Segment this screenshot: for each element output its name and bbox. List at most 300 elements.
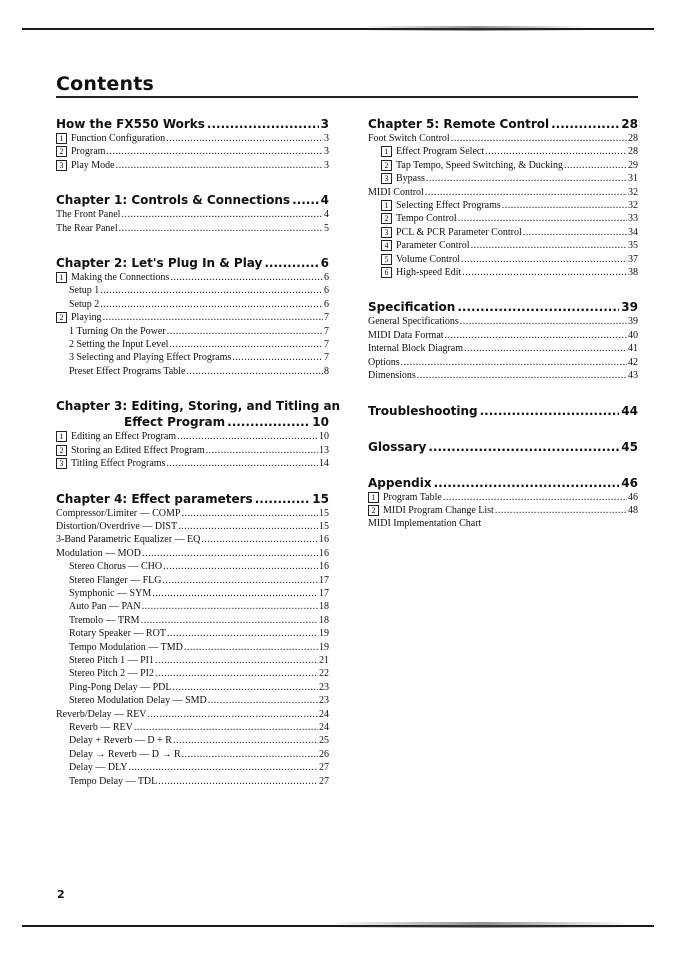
chapter-title: Chapter 1: Controls & Connections xyxy=(56,193,291,208)
dot-leader xyxy=(471,239,627,252)
entry-label xyxy=(56,222,118,235)
toc-entry[interactable] xyxy=(56,708,329,721)
entry-label xyxy=(381,145,484,158)
entry-title: Internal Block Diagram xyxy=(368,343,463,355)
entry-title: Stereo Modulation Delay — SMD xyxy=(69,695,207,707)
dot-leader xyxy=(142,547,318,560)
toc-entry[interactable] xyxy=(56,587,329,600)
dot-leader xyxy=(100,284,323,297)
chapter-page-number: 3 xyxy=(320,117,329,131)
dot-leader xyxy=(207,116,319,132)
entry-label xyxy=(69,721,133,734)
section-number-box: 1 xyxy=(56,431,67,442)
toc-entry[interactable] xyxy=(56,298,329,311)
section-number-box: 3 xyxy=(381,227,392,238)
dot-leader xyxy=(460,315,627,328)
entry-title: MIDI Data Format xyxy=(368,329,444,341)
dot-leader xyxy=(166,132,323,145)
entry-page-number: 23 xyxy=(319,695,329,707)
dot-leader xyxy=(169,338,323,351)
entry-label xyxy=(381,266,461,279)
chapter-title: Chapter 2: Let's Plug In & Play xyxy=(56,256,263,271)
entry-label xyxy=(56,457,165,470)
dot-leader xyxy=(425,186,627,199)
entry-page-number: 3 xyxy=(324,146,329,158)
entry-title: Bypass xyxy=(396,173,425,185)
entry-page-number: 22 xyxy=(319,668,329,680)
entry-title: Reverb/Delay — REV xyxy=(56,708,147,720)
dot-leader xyxy=(462,266,627,279)
dot-leader xyxy=(502,199,627,212)
toc-chapter xyxy=(56,398,341,470)
entry-title: Play Mode xyxy=(71,159,115,171)
entry-page-number: 46 xyxy=(628,491,638,503)
entry-title: Function Configuration xyxy=(71,133,166,144)
chapter-spacer xyxy=(56,172,329,192)
entry-label xyxy=(69,325,166,338)
entry-page-number: 4 xyxy=(324,209,329,221)
toc-left-column xyxy=(56,116,341,788)
toc-entry[interactable] xyxy=(368,253,638,266)
toc-entry[interactable] xyxy=(368,329,638,342)
entry-title: General Specifications xyxy=(368,316,459,328)
entry-title: The Rear Panel xyxy=(56,222,118,234)
entry-label xyxy=(69,614,140,627)
dot-leader xyxy=(461,253,627,266)
dot-leader xyxy=(178,520,318,533)
entry-page-number: 19 xyxy=(319,641,329,653)
chapter-spacer xyxy=(368,455,638,475)
entry-page-number: 48 xyxy=(628,504,638,516)
toc-entry[interactable] xyxy=(368,145,638,158)
toc-entry[interactable] xyxy=(56,311,329,324)
entry-label xyxy=(69,681,172,694)
dot-leader xyxy=(158,775,318,788)
toc-entry[interactable] xyxy=(56,271,329,284)
toc-entry[interactable] xyxy=(368,369,638,382)
entry-title: Stereo Pitch 2 — PI2 xyxy=(69,668,154,680)
entry-label xyxy=(56,311,102,324)
dot-leader xyxy=(457,299,619,315)
toc-chapter xyxy=(56,491,329,789)
entry-label xyxy=(69,284,99,297)
entry-page-number: 3 xyxy=(324,133,329,144)
entry-page-number: 32 xyxy=(628,186,638,198)
toc-entry[interactable] xyxy=(56,775,329,788)
chapter-heading[interactable] xyxy=(368,403,638,419)
entry-page-number: 18 xyxy=(319,601,329,613)
entry-title: Making the Connections xyxy=(71,272,170,284)
dot-leader xyxy=(170,271,323,284)
toc-entry[interactable] xyxy=(368,491,638,504)
chapter-page-number: 39 xyxy=(621,300,638,315)
dot-leader xyxy=(163,574,319,587)
entry-title: 1 Turning On the Power xyxy=(69,325,166,337)
dot-leader xyxy=(206,444,318,457)
entry-label xyxy=(56,520,177,533)
section-number-box: 1 xyxy=(381,146,392,157)
toc-entry[interactable] xyxy=(368,172,638,185)
toc-entry[interactable] xyxy=(368,266,638,279)
dot-leader xyxy=(134,721,318,734)
entry-label xyxy=(368,369,416,382)
toc-entry[interactable] xyxy=(56,132,329,145)
chapter-spacer xyxy=(56,471,329,491)
dot-leader xyxy=(181,507,318,520)
dot-leader xyxy=(155,667,318,680)
chapter-page-number: 6 xyxy=(320,256,329,271)
dot-leader xyxy=(106,145,323,158)
toc-entry[interactable] xyxy=(56,560,329,573)
entry-title: Stereo Flanger — FLG xyxy=(69,574,162,586)
entry-label xyxy=(69,627,166,640)
dot-leader xyxy=(264,255,318,271)
entry-title: Setup 1 xyxy=(69,285,100,297)
toc-entry[interactable] xyxy=(56,654,329,667)
dot-leader xyxy=(523,226,627,239)
chapter-page-number: 46 xyxy=(621,475,638,490)
entry-page-number: 28 xyxy=(628,133,638,144)
toc-entry[interactable] xyxy=(56,520,329,533)
entry-page-number: 7 xyxy=(324,325,329,337)
dot-leader xyxy=(152,587,318,600)
entry-page-number: 24 xyxy=(319,722,329,733)
toc-entry[interactable] xyxy=(56,721,329,734)
entry-label xyxy=(381,199,501,212)
chapter-heading[interactable] xyxy=(368,475,638,491)
chapter-page-number: 10 xyxy=(312,415,329,430)
entry-page-number: 23 xyxy=(319,681,329,693)
chapter-page-number: 45 xyxy=(621,439,638,454)
entry-page-number: 41 xyxy=(628,343,638,355)
entry-title: 3-Band Parametric Equalizer — EQ xyxy=(56,534,201,546)
chapter-heading[interactable] xyxy=(56,255,329,271)
entry-label xyxy=(368,504,494,517)
dot-leader xyxy=(443,491,627,504)
dot-leader xyxy=(173,681,319,694)
chapter-title-line2-row xyxy=(56,414,329,430)
dot-leader xyxy=(451,132,627,145)
entry-label xyxy=(56,444,205,457)
entry-page-number: 27 xyxy=(319,775,329,787)
entry-title: Compressor/Limiter — COMP xyxy=(56,507,181,519)
chapter-title: Appendix xyxy=(368,475,432,490)
dot-leader xyxy=(155,654,318,667)
page-number: 2 xyxy=(57,888,65,901)
section-number-box: 1 xyxy=(56,133,67,144)
entry-label xyxy=(69,761,127,774)
toc-entry[interactable] xyxy=(56,694,329,707)
entry-page-number: 24 xyxy=(319,708,329,720)
entry-title: High-speed Edit xyxy=(396,267,462,279)
dot-leader xyxy=(103,311,323,324)
entry-label xyxy=(381,226,522,239)
toc-entry[interactable] xyxy=(56,547,329,560)
chapter-spacer xyxy=(368,419,638,439)
toc-entry[interactable] xyxy=(56,627,329,640)
section-number-box: 3 xyxy=(381,173,392,184)
toc-entry[interactable] xyxy=(56,284,329,297)
entry-label xyxy=(368,491,442,504)
entry-label xyxy=(56,145,105,158)
entry-title: Editing an Effect Program xyxy=(71,431,177,443)
toc-entry[interactable] xyxy=(56,533,329,546)
section-number-box: 4 xyxy=(381,240,392,251)
entry-page-number: 10 xyxy=(319,431,329,443)
entry-label xyxy=(69,748,181,761)
section-number-box: 1 xyxy=(56,272,67,283)
dot-leader xyxy=(495,504,627,517)
section-number-box: 3 xyxy=(56,458,67,469)
section-number-box: 5 xyxy=(381,254,392,265)
toc-entry[interactable] xyxy=(368,212,638,225)
entry-title: Delay → Reverb — D → R xyxy=(69,748,181,760)
entry-label xyxy=(69,775,157,788)
entry-title: Effect Program Select xyxy=(396,146,485,158)
section-number-box: 2 xyxy=(56,445,67,456)
dot-leader xyxy=(227,414,310,430)
dot-leader xyxy=(167,627,318,640)
entry-label xyxy=(368,186,424,199)
toc-entry[interactable] xyxy=(56,159,329,172)
entry-title: MIDI Control xyxy=(368,186,424,198)
chapter-heading[interactable] xyxy=(56,398,341,430)
toc-entry[interactable] xyxy=(368,199,638,212)
entry-title: Delay + Reverb — D + R xyxy=(69,735,172,747)
chapter-title: Specification xyxy=(368,300,456,315)
toc-chapter xyxy=(368,439,638,455)
dot-leader xyxy=(142,600,318,613)
dot-leader xyxy=(166,457,318,470)
toc-entry[interactable] xyxy=(56,507,329,520)
toc-entry[interactable] xyxy=(56,457,329,470)
dot-leader xyxy=(186,365,323,378)
dot-leader xyxy=(232,351,323,364)
entry-title: Setup 2 xyxy=(69,298,100,310)
entry-label xyxy=(69,365,185,378)
dot-leader xyxy=(480,403,620,419)
entry-label xyxy=(381,253,460,266)
chapter-title: Glossary xyxy=(368,439,427,454)
entry-label xyxy=(56,708,147,721)
entry-title: Distortion/Overdrive — DIST xyxy=(56,520,178,532)
entry-title: Tremolo — TRM xyxy=(69,614,140,626)
entry-title: Tempo Modulation — TMD xyxy=(69,641,183,653)
entry-label xyxy=(56,430,176,443)
toc-entry[interactable] xyxy=(56,667,329,680)
dot-leader xyxy=(426,172,627,185)
chapter-title-line1: Chapter 3: Editing, Storing, and Titling an xyxy=(56,399,341,414)
chapter-page-number: 15 xyxy=(312,491,329,506)
page-title: Contents xyxy=(56,73,155,95)
entry-page-number: 7 xyxy=(324,352,329,364)
entry-title: Modulation — MOD xyxy=(56,547,141,559)
toc-entry[interactable] xyxy=(56,351,329,364)
dot-leader xyxy=(167,325,323,338)
toc-entry[interactable] xyxy=(368,356,638,369)
entry-label xyxy=(69,654,154,667)
entry-title: Titling Effect Programs xyxy=(71,458,166,470)
dot-leader xyxy=(148,708,318,721)
toc-chapter xyxy=(56,116,329,172)
toc-entry[interactable] xyxy=(56,222,329,235)
dot-leader xyxy=(100,298,323,311)
entry-page-number: 7 xyxy=(324,312,329,324)
entry-page-number: 29 xyxy=(628,159,638,171)
entry-label xyxy=(69,694,207,707)
toc-entry[interactable] xyxy=(56,444,329,457)
chapter-page-number: 28 xyxy=(621,117,638,131)
entry-page-number: 16 xyxy=(319,534,329,546)
entry-page-number: 15 xyxy=(319,507,329,519)
dot-leader xyxy=(119,222,323,235)
entry-page-number: 43 xyxy=(628,370,638,382)
entry-title: MIDI Implementation Chart xyxy=(368,518,482,530)
entry-label xyxy=(69,574,162,587)
chapter-heading[interactable] xyxy=(56,491,329,507)
entry-label xyxy=(69,351,231,364)
entry-label xyxy=(368,342,463,355)
entry-label xyxy=(69,734,172,747)
entry-page-number: 17 xyxy=(319,587,329,599)
entry-page-number: 32 xyxy=(628,200,638,212)
dot-leader xyxy=(141,614,318,627)
entry-page-number: 27 xyxy=(319,762,329,774)
chapter-spacer xyxy=(56,235,329,255)
toc-entry[interactable] xyxy=(368,342,638,355)
entry-page-number: 6 xyxy=(324,298,329,310)
toc-entry[interactable] xyxy=(56,681,329,694)
scan-smudge-top xyxy=(360,26,590,31)
section-number-box: 2 xyxy=(56,146,67,157)
toc-entry[interactable] xyxy=(56,430,329,443)
dot-leader xyxy=(401,356,627,369)
chapter-heading[interactable] xyxy=(368,439,638,455)
toc-entry[interactable] xyxy=(368,517,638,530)
entry-title: Tempo Control xyxy=(396,213,457,225)
toc-entry[interactable] xyxy=(368,159,638,172)
toc-chapter xyxy=(56,255,329,378)
toc-entry[interactable] xyxy=(56,325,329,338)
toc-entry[interactable] xyxy=(56,641,329,654)
entry-title: Dimensions xyxy=(368,370,416,382)
entry-title: PCL & PCR Parameter Control xyxy=(396,226,522,238)
dot-leader xyxy=(485,145,627,158)
entry-title: Program xyxy=(71,146,106,158)
toc-entry[interactable] xyxy=(368,186,638,199)
dot-leader xyxy=(292,192,319,208)
entry-title: Playing xyxy=(71,312,102,324)
section-number-box: 1 xyxy=(381,200,392,211)
entry-page-number: 3 xyxy=(324,159,329,171)
entry-title: Parameter Control xyxy=(396,240,470,252)
toc-entry[interactable] xyxy=(56,600,329,613)
toc-entry[interactable] xyxy=(368,132,638,145)
toc-entry[interactable] xyxy=(368,504,638,517)
entry-page-number: 33 xyxy=(628,213,638,225)
entry-label xyxy=(69,298,99,311)
chapter-page-number: 4 xyxy=(320,193,329,208)
entry-label xyxy=(56,208,120,221)
entry-title: Foot Switch Control xyxy=(368,133,450,144)
entry-page-number: 13 xyxy=(319,444,329,456)
dot-leader xyxy=(417,369,627,382)
toc-chapter xyxy=(368,116,638,279)
entry-title: Rotary Speaker — ROT xyxy=(69,628,166,640)
entry-label xyxy=(69,560,162,573)
toc-entry[interactable] xyxy=(56,208,329,221)
chapter-page-number: 44 xyxy=(621,403,638,418)
entry-label xyxy=(381,159,563,172)
chapter-title: How the FX550 Works xyxy=(56,117,205,131)
chapter-spacer xyxy=(368,279,638,299)
section-number-box: 3 xyxy=(56,160,67,171)
dot-leader xyxy=(564,159,627,172)
entry-label xyxy=(368,356,400,369)
dot-leader xyxy=(184,641,318,654)
toc-entry[interactable] xyxy=(368,239,638,252)
entry-label xyxy=(56,507,180,520)
entry-page-number: 18 xyxy=(319,614,329,626)
toc-entry[interactable] xyxy=(56,338,329,351)
title-rule xyxy=(56,96,638,98)
section-number-box: 2 xyxy=(381,213,392,224)
entry-page-number: 21 xyxy=(319,654,329,666)
entry-title: Preset Effect Programs Table xyxy=(69,365,186,377)
toc-entry[interactable] xyxy=(56,761,329,774)
dot-leader xyxy=(445,329,627,342)
toc-entry[interactable] xyxy=(56,734,329,747)
entry-label xyxy=(368,517,481,530)
entry-label xyxy=(56,533,200,546)
dot-leader xyxy=(208,694,318,707)
chapter-heading[interactable] xyxy=(56,116,329,132)
entry-page-number: 39 xyxy=(628,316,638,328)
toc-entry[interactable] xyxy=(56,574,329,587)
entry-title: MIDI Program Change List xyxy=(383,504,494,516)
toc-entry[interactable] xyxy=(56,145,329,158)
entry-title: 2 Setting the Input Level xyxy=(69,339,169,351)
dot-leader xyxy=(458,212,627,225)
toc-entry[interactable] xyxy=(56,365,329,378)
chapter-heading[interactable] xyxy=(56,192,329,208)
section-number-box: 2 xyxy=(56,312,67,323)
entry-page-number: 35 xyxy=(628,240,638,252)
toc-right-column xyxy=(368,116,638,531)
toc-entry[interactable] xyxy=(368,315,638,328)
entry-title: Tempo Delay — TDL xyxy=(69,775,158,787)
section-number-box: 2 xyxy=(381,160,392,171)
dot-leader xyxy=(128,761,318,774)
dot-leader xyxy=(116,159,323,172)
entry-page-number: 6 xyxy=(324,285,329,297)
chapter-heading[interactable] xyxy=(368,299,638,315)
entry-label xyxy=(381,239,470,252)
entry-page-number: 15 xyxy=(319,520,329,532)
entry-label xyxy=(381,172,425,185)
entry-title: Storing an Edited Effect Program xyxy=(71,444,205,456)
chapter-heading[interactable] xyxy=(368,116,638,132)
entry-label xyxy=(56,547,141,560)
toc-entry[interactable] xyxy=(368,226,638,239)
entry-title: Auto Pan — PAN xyxy=(69,601,141,613)
entry-title: 3 Selecting and Playing Effect Programs xyxy=(69,352,232,364)
section-number-box: 1 xyxy=(368,492,379,503)
chapter-spacer xyxy=(56,378,329,398)
dot-leader xyxy=(163,560,318,573)
toc-entry[interactable] xyxy=(56,614,329,627)
toc-entry[interactable] xyxy=(56,748,329,761)
